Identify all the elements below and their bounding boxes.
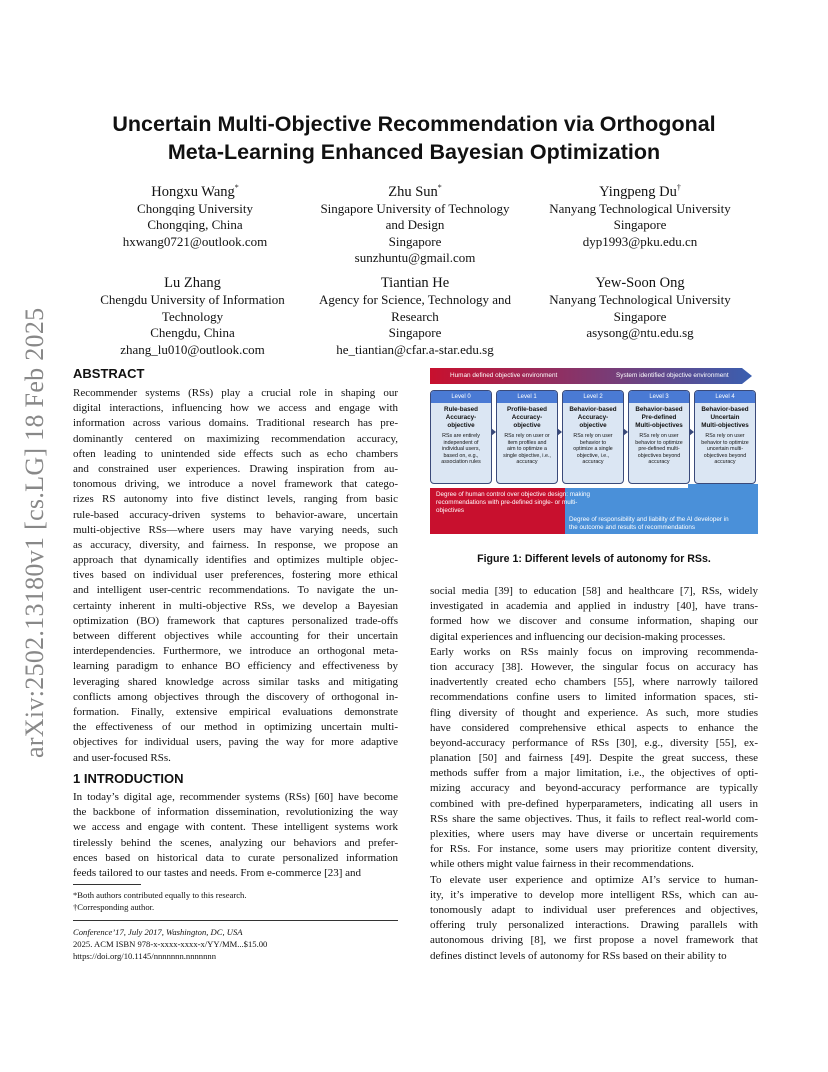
text-line: RSs share the same objectives. Thus, it fails to reflect real-world com-: [430, 812, 758, 825]
level-desc: independent of: [443, 439, 479, 446]
red-text-line: recommendations with pre-defined single- or multi-: [436, 499, 578, 506]
text-line: ity, it’s imperative to develop more intelligent RSs, which can au-: [430, 888, 758, 901]
author-location: Singapore: [388, 233, 442, 249]
text-line: planation [50] and fairness [49]. Despite the great success, these: [430, 752, 758, 765]
text-line: plexities, where users may have diverse or uncertain requirements: [430, 828, 758, 840]
author-email[interactable]: hxwang0721@outlook.com: [122, 233, 268, 249]
text-line: ences based on historical data to curate personalized information: [73, 851, 398, 864]
text-line: interdependencies. Furthermore, we introduce an orthogonal meta-: [73, 645, 398, 658]
author-block: [310, 179, 520, 267]
level-desc: accuracy: [516, 459, 538, 466]
level-desc: individual users,: [442, 446, 480, 453]
text-line: optimization (BO) framework that captures personalized trade-offs: [73, 614, 398, 627]
author-name: Zhu Sun: [388, 183, 438, 200]
text-line: leveraging shared knowledge across similar tasks and mitigating: [73, 675, 398, 688]
text-line: the backbone of information dissemination, revolutionizing the way: [73, 806, 398, 819]
text-line: autonomous driving [8], we first propose a novel framework that: [430, 934, 758, 947]
intro-body: [73, 790, 398, 881]
level-desc: optimize a single: [573, 446, 613, 453]
level-desc: accuracy: [582, 459, 604, 466]
text-line: dominantly centered on maximizing recommendation accuracy,: [73, 432, 398, 445]
text-line: conflicts among objectives through the discovery of orthogonal in-: [73, 690, 398, 703]
text-line: we access and engage with content. These intelligent systems work: [73, 821, 398, 834]
author-name: Tiantian He: [380, 275, 450, 291]
text-line: investigated in academia and applied in industry [40], have trans-: [430, 600, 758, 613]
level-desc: objectives beyond: [637, 452, 681, 459]
text-line: approach that dynamically identifies and optimizes multiple objec-: [73, 554, 398, 567]
author-affiliation: Chongqing University: [137, 200, 253, 216]
author-affiliation: Nanyang Technological University: [549, 200, 731, 216]
figure-autonomy-levels: [430, 366, 758, 538]
doi-link[interactable]: https://doi.org/10.1145/nnnnnnn.nnnnnnn: [73, 951, 216, 961]
text-line: certainty inherent in multi-objective RSs, we develop a Bayesian: [73, 599, 398, 612]
text-line: beyond-accuracy performance of RSs [30], e.g., diversity [55], ex-: [430, 736, 758, 749]
level-title: Pre-defined: [641, 414, 677, 421]
level-desc: accuracy: [714, 459, 736, 466]
level-header: Level 2: [563, 391, 623, 403]
author-name: Yew-Soon Ong: [595, 275, 685, 291]
text-line: and constrained user experiences. Drawing inspiration from au-: [73, 462, 398, 475]
text-line: mizing accuracy and beyond-accuracy performance are typically: [430, 782, 758, 795]
text-line: as accuracy, diversity, and fairness. In response, we propose an: [73, 538, 398, 551]
level-desc: based on, e.g.,: [443, 452, 479, 459]
text-line: methods suffer from a major limitation, i.e., the objectives of opti-: [430, 767, 758, 780]
text-line: tives based on individual user preferences, fostering more ethical: [73, 569, 398, 582]
level-desc: behavior to optimize: [635, 439, 683, 446]
level-title: Multi-objectives: [701, 422, 749, 429]
author-email[interactable]: he_tiantian@cfar.a-star.edu.sg: [336, 341, 494, 357]
level-desc: RSs rely on user or: [504, 433, 550, 439]
text-line: To elevate user experience and optimize AI’s service to human-: [430, 873, 758, 886]
developer-responsibility-text: [569, 516, 729, 532]
blue-text-line: the outcome and results of recommendations: [569, 524, 696, 531]
footnote: †Corresponding author.: [73, 902, 155, 912]
isbn-info: 2025. ACM ISBN 978-x-xxxx-xxxx-x/YY/MM...$15.00: [73, 939, 268, 949]
footnote-rule: [73, 884, 141, 885]
author-affiliation: Singapore University of Technology: [320, 200, 510, 216]
author-mark: †: [676, 183, 681, 192]
level-title: Accuracy-: [445, 414, 477, 421]
text-line: tirelessly behind the scenes, analyzing our behaviors and prefer-: [73, 836, 398, 849]
author-mark: *: [437, 183, 442, 192]
level-title: Behavior-based: [701, 406, 749, 413]
section-heading: 1 INTRODUCTION: [73, 771, 184, 786]
text-line: have considered comprehensive ethical aspects to enhance the: [430, 721, 758, 734]
level-title: Behavior-based: [635, 406, 683, 413]
text-line: social media [39] to education [58] and healthcare [7], RSs, widely: [430, 585, 758, 597]
text-line: recommendations confine users to limited information spaces, sti-: [430, 691, 758, 704]
author-email[interactable]: dyp1993@pku.edu.cn: [582, 233, 698, 249]
level-box: [496, 390, 558, 484]
blue-text-line: Degree of responsibility and liability of the AI developer in: [569, 516, 729, 523]
text-line: often leading to unintended side effects such as echo chambers: [73, 447, 398, 460]
level-desc: objectives beyond: [703, 452, 747, 459]
text-line: for RSs. For instance, some users may prioritize content diversity,: [430, 843, 758, 856]
text-line: rule-based accuracy-driven systems to behavior-aware, uncertain: [73, 508, 398, 521]
level-box: [694, 390, 756, 484]
level-desc: RSs rely on user: [573, 433, 613, 439]
level-desc: association rules: [441, 459, 481, 466]
conference-rule: [73, 920, 398, 921]
author-email[interactable]: zhang_lu010@outlook.com: [120, 341, 265, 357]
text-line: multi-objective RSs—where users may have varying needs, such: [73, 523, 398, 536]
text-line: formation. Finally, extensive empirical evaluations demonstrate: [73, 705, 398, 718]
level-desc: pre-defined multi-: [638, 446, 680, 453]
level-desc: RSs rely on user: [705, 433, 745, 439]
level-desc: aim to optimize a: [506, 446, 548, 453]
text-line: fling diversity of thought and experience. As such, more studies: [430, 706, 758, 719]
level-title: objective: [513, 422, 541, 429]
red-text-line: Degree of human control over objective design: making: [436, 491, 591, 498]
author-location: Singapore: [613, 308, 667, 324]
level-desc: single objective, i.e.,: [503, 452, 551, 459]
level-desc: RSs rely on user: [639, 433, 679, 439]
conference-info: Conference’17, July 2017, Washington, DC, USA: [73, 927, 243, 937]
author-location: Chongqing, China: [147, 217, 243, 233]
text-line: and intelligent user-centric recommendations. To navigate the un-: [73, 584, 398, 597]
text-line: and user-focused RSs.: [73, 751, 171, 764]
text-line: tonomously adapt to individual user preferences and objectives,: [430, 903, 758, 916]
author-location: Chengdu, China: [150, 325, 235, 340]
level-title: objective: [579, 422, 607, 429]
text-line: In today’s digital age, recommender systems (RSs) [60] have become: [73, 791, 398, 803]
level-title: Rule-based: [444, 406, 478, 413]
text-line: tonomous driving, we introduce a novel framework that catego-: [73, 478, 398, 491]
text-line: Early works on RSs mainly focus on improving recommenda-: [430, 645, 758, 658]
human-control-text: [436, 491, 590, 515]
author-block: [90, 274, 295, 358]
text-line: defines distinct levels of autonomy for RSs based on their ability to: [430, 949, 727, 962]
author-affiliation: Nanyang Technological University: [549, 292, 731, 307]
abstract-body: [73, 386, 398, 766]
author-affiliation: Research: [391, 308, 439, 324]
abstract-heading: ABSTRACT: [73, 366, 145, 381]
arxiv-stamp: arXiv:2502.13180v1 [cs.LG] 18 Feb 2025: [20, 307, 49, 758]
level-title: Profile-based: [507, 406, 547, 413]
level-desc: objective, i.e.,: [576, 452, 610, 459]
author-affiliation: Technology: [161, 308, 224, 324]
author-location: Singapore: [388, 325, 442, 340]
author-block: [95, 179, 295, 250]
text-line: formed how we discover and consume information, shaping our: [430, 615, 758, 628]
text-line: combined with pre-defined hyperparameters, indicating all users in: [430, 797, 758, 810]
text-line: rizes RS autonomy into five distinct levels, ranging from basic: [73, 493, 398, 506]
red-text-line: objectives: [436, 507, 465, 514]
level-desc: behavior to: [579, 439, 607, 446]
level-box: [628, 390, 690, 484]
author-name: Hongxu Wang: [151, 183, 235, 200]
text-line: objectives for individual users, paving the way for more adaptive: [73, 736, 398, 749]
title-line: Uncertain Multi-Objective Recommendation via Orthogonal: [112, 112, 716, 136]
text-line: information across various domains. Traditional research has pre-: [73, 417, 398, 430]
footnote: *Both authors contributed equally to this research.: [73, 890, 247, 900]
text-line: feeds tailored to our tastes and needs. From e-commerce [23] and: [73, 866, 362, 879]
system-identified-label: System identified objective environment: [616, 372, 729, 379]
text-line: Recommender systems (RSs) play a crucial role in shaping our: [73, 387, 398, 399]
text-line: digital experiences and influencing our decision-making processes.: [430, 630, 726, 643]
level-desc: behavior to optimize: [701, 439, 749, 446]
author-email[interactable]: sunzhuntu@gmail.com: [354, 250, 476, 266]
level-title: Accuracy-: [577, 414, 609, 421]
level-box: [430, 390, 492, 484]
author-affiliation: Agency for Science, Technology and: [319, 292, 511, 307]
level-header: Level 1: [497, 391, 557, 403]
level-title: Multi-objectives: [635, 422, 683, 429]
author-affiliation: and Design: [385, 217, 445, 233]
author-name: Yingpeng Du: [599, 183, 677, 200]
level-title: Uncertain: [710, 414, 740, 421]
author-block: [310, 274, 520, 358]
text-line: learning paradigm to enhance BO efficiency and effectiveness by: [73, 660, 398, 673]
text-line: while others might value fairness in their recommendations.: [430, 858, 694, 871]
text-line: between different objectives while accounting for their uncertain: [73, 630, 398, 642]
author-block: [535, 274, 745, 342]
level-desc: accuracy: [648, 459, 670, 466]
level-header: Level 0: [431, 391, 491, 403]
level-title: Behavior-based: [569, 406, 617, 413]
level-desc: item profiles and: [507, 439, 547, 446]
level-desc: uncertain multi-: [706, 446, 744, 453]
text-line: digital interactions, influencing how we access and engage with: [73, 402, 398, 415]
author-mark: *: [234, 183, 239, 192]
human-defined-label: Human defined objective environment: [450, 372, 558, 379]
title-line: Meta-Learning Enhanced Bayesian Optimization: [167, 140, 661, 164]
author-name: Lu Zhang: [164, 275, 221, 291]
intro-body-continued: [430, 584, 758, 964]
text-line: inadvertently created echo chambers [55], where narrowly tailored: [430, 676, 758, 689]
author-email[interactable]: asysong@ntu.edu.sg: [586, 325, 694, 340]
author-location: Singapore: [613, 217, 667, 233]
text-line: tion accuracy [38]. However, the singular focus on accuracy has: [430, 660, 758, 673]
level-title: Accuracy-: [511, 414, 543, 421]
level-desc: RSs are entirely: [442, 433, 480, 439]
text-line: offering truly personalized interactions. Drawing parallels with: [430, 919, 758, 932]
level-header: Level 3: [629, 391, 689, 403]
author-affiliation: Chengdu University of Information: [100, 292, 285, 307]
figure-caption: Figure 1: Different levels of autonomy for RSs.: [477, 553, 711, 565]
level-header: Level 4: [695, 391, 755, 403]
level-box: [562, 390, 624, 484]
author-block: [535, 179, 745, 250]
level-title: objective: [447, 422, 475, 429]
paper-title: [60, 110, 768, 166]
text-line: the effectiveness of our method in optimizing uncertain multi-: [73, 721, 398, 734]
